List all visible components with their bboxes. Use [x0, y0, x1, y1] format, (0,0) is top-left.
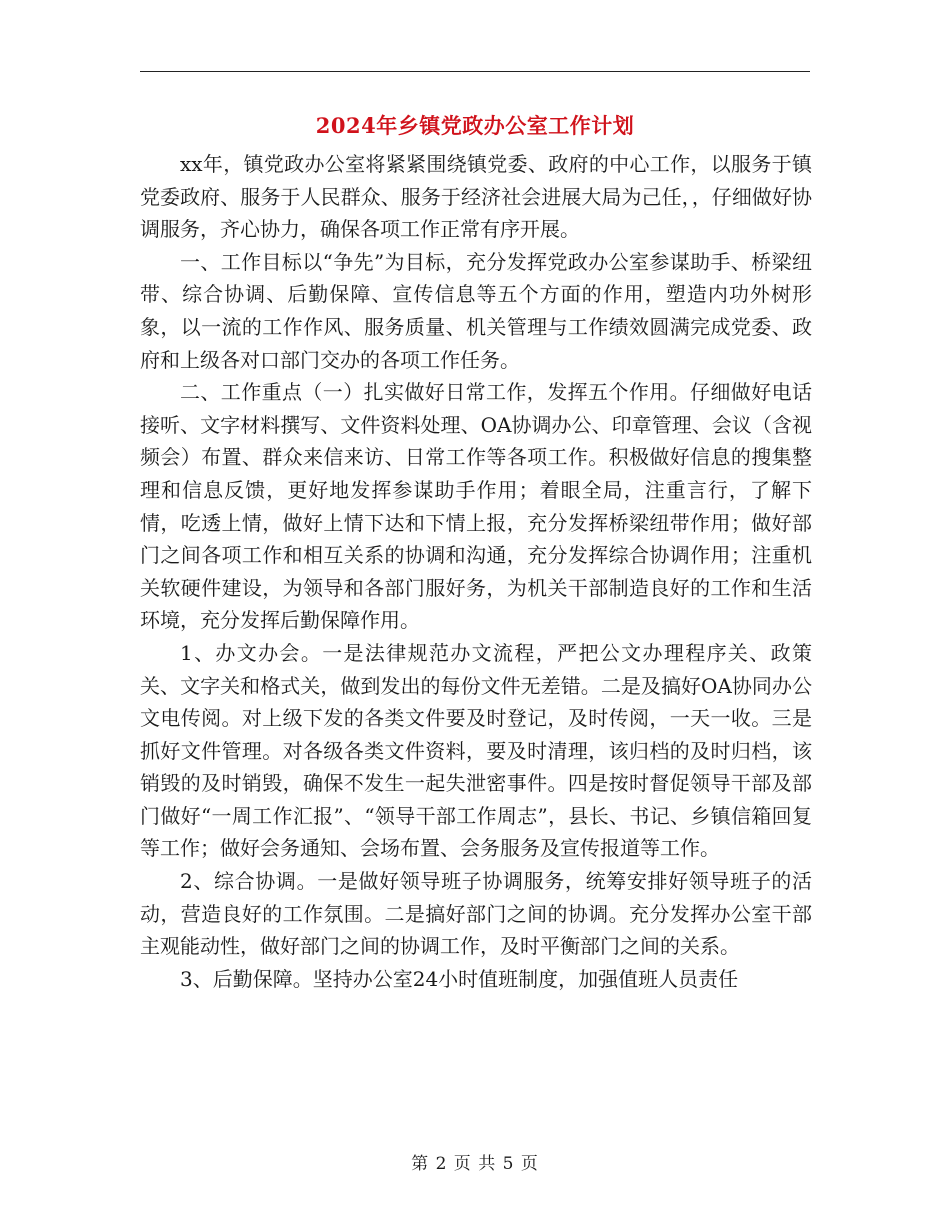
document-title: 2024年乡镇党政办公室工作计划: [315, 113, 635, 138]
paragraph-intro: xx年，镇党政办公室将紧紧围绕镇党委、政府的中心工作，以服务于镇党委政府、服务于人民群众、服务于经济社会进展大局为己任，，仔细做好协调服务，齐心协力，确保各项工作正常有序开展。: [140, 152, 812, 242]
page-number: 第 2 页 共 5 页: [411, 1154, 539, 1174]
paragraph-logistics: 3、后勤保障。坚持办公室24小时值班制度，加强值班人员责任: [180, 966, 739, 991]
paragraph-goals: 一、工作目标以“争先”为目标，充分发挥党政办公室参谋助手、桥梁纽带、综合协调、后勤保障、宣传信息等五个方面的作用，塑造内功外树形象，以一流的工作作风、服务质量、机关管理与工作绩效圆满完成党委、政府和上级各对口部门交办的各项工作任务。: [140, 249, 812, 372]
paragraph-documents-meetings: 1、办文办会。一是法律规范办文流程，严把公文办理程序关、政策关、文字关和格式关，做到发出的每份文件无差错。二是及搞好OA协同办公文电传阅。对上级下发的各类文件要及时登记，及时传阅，一天一收。三是抓好文件管理。对各级各类文件资料，要及时清理，该归档的及时归档，该销毁的及时销毁，确保不发生一起失泄密事件。四是按时督促领导干部及部门做好“一周工作汇报”、“领导干部工作周志”，县长、书记、乡镇信箱回复等工作；做好会务通知、会场布置、会务服务及宣传报道等工作。: [140, 640, 812, 861]
header-rule: [140, 71, 810, 72]
document-body: [140, 148, 812, 995]
paragraph-key-work: 二、工作重点（一）扎实做好日常工作，发挥五个作用。仔细做好电话接听、文字材料撰写、文件资料处理、OA协调办公、印章管理、会议（含视频会）布置、群众来信来访、日常工作等各项工作。积极做好信息的搜集整理和信息反馈，更好地发挥参谋助手作用；着眼全局，注重言行，了解下情，吃透上情，做好上情下达和下情上报，充分发挥桥梁纽带作用；做好部门之间各项工作和相互关系的协调和沟通，充分发挥综合协调作用；注重机关软硬件建设，为领导和各部门服好务，为机关干部制造良好的工作和生活环境，充分发挥后勤保障作用。: [140, 380, 812, 633]
paragraph-coordination: 2、综合协调。一是做好领导班子协调服务，统筹安排好领导班子的活动，营造良好的工作氛围。二是搞好部门之间的协调。充分发挥办公室干部主观能动性，做好部门之间的协调工作，及时平衡部门之间的关系。: [140, 869, 812, 959]
